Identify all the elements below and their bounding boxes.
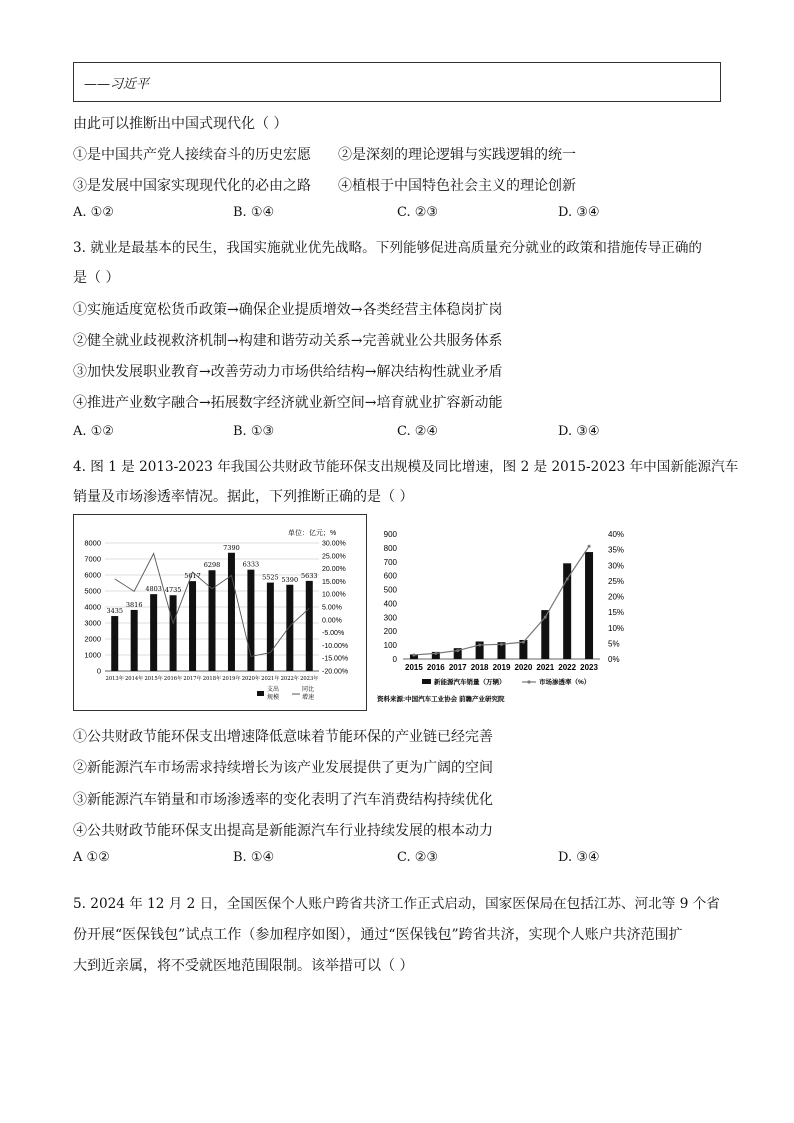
chart2-ytick: 400 — [383, 599, 397, 609]
chart2-ytick: 800 — [383, 543, 397, 553]
chart1-bar-label: 7390 — [223, 543, 240, 552]
q3-statement-1: ①实施适度宽松货币政策→确保企业提质增效→各类经营主体稳岗扩岗 — [73, 302, 503, 318]
q3-statement-4: ④推进产业数字融合→拓展数字经济就业新空间→培育就业扩容新动能 — [73, 395, 503, 411]
q4-statement-4: ④公共财政节能环保支出提高是新能源汽车行业持续发展的根本动力 — [73, 823, 493, 839]
q2-statement-3: ③是发展中国家实现现代化的必由之路 — [73, 178, 311, 194]
chart1-y2tick: -20.00% — [322, 668, 349, 676]
chart1-bar-label: 4803 — [145, 585, 162, 594]
q3-option-b[interactable]: B. ①③ — [233, 424, 275, 439]
chart2-penetration-line — [414, 546, 589, 655]
chart2-legend-line-label: 市场渗透率（%） — [539, 679, 591, 686]
chart1-xtick: 2017年 — [183, 676, 202, 682]
chart2-xtick: 2015 — [405, 663, 423, 672]
chart2-y2tick: 20% — [608, 592, 625, 602]
chart2-ytick: 300 — [383, 613, 397, 623]
chart1-xtick: 2022年 — [280, 676, 300, 682]
q5-line-1: 5. 2024 年 12 月 2 日，全国医保个人账户跨省共济工作正式启动，国家医保局在包括江苏、河北等 9 个省 — [73, 896, 720, 912]
chart1-bar — [170, 595, 177, 671]
chart1-xtick: 2023年 — [300, 676, 319, 682]
chart1-xtick: 2018年 — [202, 676, 222, 682]
chart2-legend-bar-swatch — [422, 679, 431, 684]
chart1-bar — [131, 610, 138, 671]
chart1-y2tick: 15.00% — [322, 578, 346, 586]
chart1-ytick: 2000 — [84, 634, 101, 644]
figure-2-chart — [372, 522, 634, 708]
chart1-legend-bar-label: 支出规模 — [267, 687, 280, 701]
chart2-bar — [585, 552, 593, 659]
q3-stem-line-1: 3. 就业是最基本的民生，我国实施就业优先战略。下列能够促进高质量充分就业的政策和措施传导正确的 — [73, 240, 703, 256]
chart2-penetration-point — [456, 649, 459, 652]
chart1-xtick: 2015年 — [144, 676, 163, 682]
chart1-bar — [286, 585, 293, 671]
chart2-y2tick: 30% — [608, 561, 625, 571]
chart1-ytick: 8000 — [84, 538, 101, 548]
chart1-bar-label: 3816 — [125, 600, 143, 609]
chart1-bar-label: 6298 — [203, 561, 221, 570]
q3-option-c[interactable]: C. ②④ — [397, 424, 439, 439]
chart1-bar — [209, 570, 216, 671]
chart2-ytick: 500 — [383, 585, 397, 595]
chart1-xtick: 2020年 — [241, 676, 261, 682]
chart1-ytick: 5000 — [84, 586, 101, 596]
q3-option-a[interactable]: A. ①② — [73, 424, 114, 439]
q2-option-c[interactable]: C. ②③ — [397, 205, 439, 220]
chart2-y2tick: 35% — [608, 545, 625, 555]
chart1-bar-label: 4735 — [164, 586, 182, 595]
chart2-penetration-point — [500, 643, 503, 646]
chart2-y2tick: 0% — [608, 655, 620, 664]
chart1-bar-label: 5633 — [300, 571, 318, 580]
chart2-ytick: 700 — [383, 557, 397, 567]
q5-line-3: 大到近亲属，将不受就医地范围限制。该举措可以（ ） — [73, 958, 414, 974]
quote-author: ——习近平 — [84, 77, 150, 92]
chart2-source: 资料来源:中国汽车工业协会 前瞻产业研究院 — [377, 696, 505, 703]
q2-stem: 由此可以推断出中国式现代化（ ） — [73, 116, 288, 132]
chart1-bar — [111, 616, 118, 671]
chart1-legend-bar-swatch — [257, 691, 264, 696]
q5-line-2: 份开展“医保钱包”试点工作（参加程序如图），通过“医保钱包”跨省共济，实现个人账户共济范围扩 — [73, 927, 683, 943]
chart2-xtick: 2022 — [558, 663, 577, 672]
q4-option-c[interactable]: C. ②③ — [397, 850, 439, 865]
chart1-y2tick: -15.00% — [322, 655, 349, 663]
chart2-ytick: 100 — [383, 641, 397, 651]
chart1-bar — [306, 581, 313, 671]
chart2-y2tick: 10% — [608, 623, 625, 633]
figure-1-chart — [73, 514, 367, 711]
q4-statement-2: ②新能源汽车市场需求持续增长为该产业发展提供了更为广阔的空间 — [73, 760, 493, 776]
chart1-bar-label: 6333 — [242, 560, 260, 569]
chart1-y2tick: 10.00% — [322, 591, 346, 599]
chart2-penetration-point — [522, 641, 525, 644]
chart2-penetration-point — [544, 616, 547, 619]
q4-option-b[interactable]: B. ①④ — [233, 850, 275, 865]
chart2-y2tick: 5% — [608, 639, 620, 649]
chart2-xtick: 2023 — [580, 663, 598, 672]
q2-statement-4: ④植根于中国特色社会主义的理论创新 — [338, 178, 576, 194]
q4-statement-1: ①公共财政节能环保支出增速降低意味着节能环保的产业链已经完善 — [73, 729, 493, 745]
chart1-legend-line-label: 同比增速 — [302, 687, 315, 701]
chart1-xtick: 2014年 — [124, 676, 144, 682]
chart1-y2tick: 25.00% — [322, 553, 346, 561]
chart1-unit-note: 单位：亿元；% — [288, 530, 337, 537]
q4-stem-line-1: 4. 图 1 是 2013-2023 年我国公共财政节能环保支出规模及同比增速，图 2 是 2015-2023 年中国新能源汽车 — [73, 459, 739, 475]
q3-statement-2: ②健全就业歧视救济机制→构建和谐劳动关系→完善就业公共服务体系 — [73, 333, 503, 349]
chart2-xtick: 2018 — [470, 663, 489, 672]
chart2-penetration-point — [588, 545, 591, 548]
chart2-penetration-point — [566, 578, 569, 581]
chart1-bar-label: 3435 — [106, 607, 124, 616]
chart2-legend-bar-label: 新能源汽车销量（万辆） — [434, 679, 506, 686]
q4-option-d[interactable]: D. ③④ — [558, 850, 600, 865]
chart1-bar — [228, 553, 235, 671]
chart2-penetration-point — [412, 653, 415, 656]
chart2-y2tick: 25% — [608, 576, 625, 586]
chart1-bar-label: 5617 — [184, 572, 201, 581]
chart1-y2tick: 0.00% — [322, 617, 342, 625]
chart2-penetration-point — [434, 652, 437, 655]
quote-box — [73, 62, 721, 102]
chart1-ytick: 0 — [96, 666, 101, 676]
q3-option-d[interactable]: D. ③④ — [558, 424, 600, 439]
chart2-ytick: 600 — [383, 571, 397, 581]
chart1-xtick: 2019年 — [222, 676, 241, 682]
chart1-xtick: 2013年 — [105, 676, 124, 682]
q4-stem-line-2: 销量及市场渗透率情况。据此，下列推断正确的是（ ） — [73, 489, 414, 505]
chart1-bar-label: 5525 — [262, 573, 279, 582]
chart1-ytick: 1000 — [84, 650, 101, 660]
q3-stem-line-2: 是（ ） — [73, 270, 120, 286]
chart2-y2tick: 40% — [608, 530, 625, 539]
q4-option-a[interactable]: A ①② — [73, 850, 110, 865]
chart2-legend — [422, 677, 590, 686]
chart1-bar — [267, 583, 274, 671]
q2-statement-1: ①是中国共产党人接续奋斗的历史宏愿 — [73, 147, 311, 163]
chart1-y2tick: 20.00% — [322, 566, 346, 574]
chart1-bar — [189, 581, 196, 671]
chart1-xtick: 2021年 — [261, 676, 280, 682]
chart1-xtick: 2016年 — [163, 676, 183, 682]
chart2-ytick: 0 — [392, 655, 397, 664]
chart1-ytick: 4000 — [84, 602, 101, 612]
chart2-ytick: 200 — [383, 627, 397, 637]
chart1-ytick: 3000 — [84, 618, 101, 628]
chart1-ytick: 7000 — [84, 554, 101, 564]
q4-statement-3: ③新能源汽车销量和市场渗透率的变化表明了汽车消费结构持续优化 — [73, 792, 493, 808]
chart2-xtick: 2017 — [448, 663, 467, 672]
chart1-bar — [150, 594, 157, 671]
chart1-y2tick: -5.00% — [322, 630, 345, 638]
chart1-y2tick: 5.00% — [322, 604, 342, 612]
chart2-xtick: 2019 — [492, 663, 511, 672]
chart1-y2tick: 30.00% — [322, 540, 346, 548]
chart2-xtick: 2021 — [536, 663, 555, 672]
q3-statement-3: ③加快发展职业教育→改善劳动力市场供给结构→解决结构性就业矛盾 — [73, 364, 503, 380]
q2-option-a[interactable]: A. ①② — [73, 205, 114, 220]
chart2-xtick: 2020 — [514, 663, 533, 672]
chart1-y2tick: -10.00% — [322, 642, 349, 650]
chart1-ytick: 6000 — [84, 570, 101, 580]
chart2-ytick: 900 — [383, 530, 397, 539]
chart2-y2tick: 15% — [608, 608, 625, 618]
chart1-bar-label: 5390 — [281, 575, 299, 584]
chart2-xtick: 2016 — [426, 663, 445, 672]
q2-option-d[interactable]: D. ③④ — [558, 205, 600, 220]
chart2-penetration-point — [478, 643, 481, 646]
q2-option-b[interactable]: B. ①④ — [233, 205, 275, 220]
q2-statement-2: ②是深刻的理论逻辑与实践逻辑的统一 — [338, 147, 576, 163]
